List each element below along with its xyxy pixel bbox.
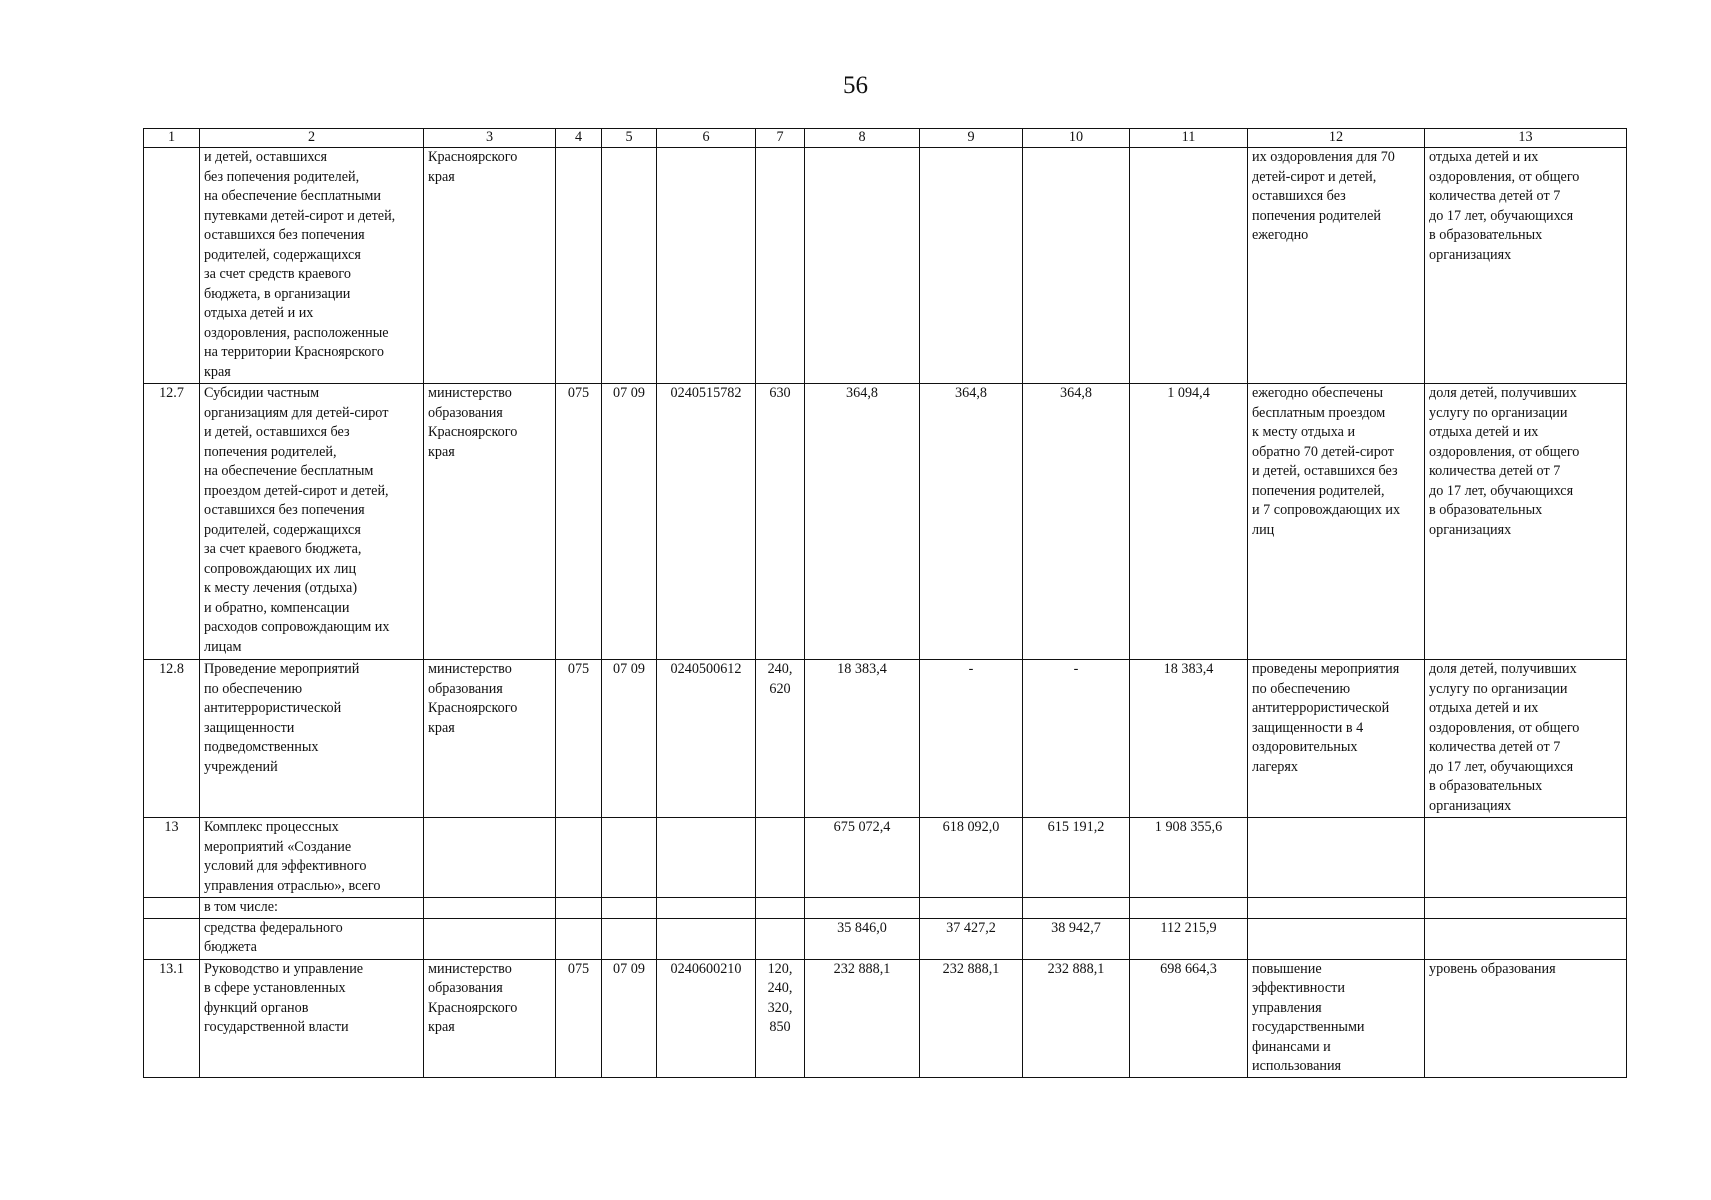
cell-csr bbox=[657, 818, 756, 898]
cell-grbs: 075 bbox=[556, 384, 602, 660]
cell-description: Комплекс процессных мероприятий «Создание условий для эффективного управления отраслью», всего bbox=[200, 818, 424, 898]
cell-total: 18 383,4 bbox=[1130, 660, 1248, 818]
cell-rzpr bbox=[602, 898, 657, 919]
cell-executor: министерство образования Красноярского края bbox=[424, 384, 556, 660]
cell-description: средства федерального бюджета bbox=[200, 918, 424, 959]
cell-year-3: 38 942,7 bbox=[1023, 918, 1130, 959]
cell-description: и детей, оставшихся без попечения родителей, на обеспечение бесплатными путевками детей-сирот и детей, оставшихся без попечения родителей, содержащихся за счет средств краевого бюджета, в организации отдыха детей и их оздоровления, расположенные на территории Красноярского края bbox=[200, 148, 424, 384]
cell-vr bbox=[756, 818, 805, 898]
cell-rzpr bbox=[602, 918, 657, 959]
cell-grbs bbox=[556, 918, 602, 959]
cell-csr: 0240500612 bbox=[657, 660, 756, 818]
header-cell: 8 bbox=[805, 129, 920, 148]
header-cell: 2 bbox=[200, 129, 424, 148]
cell-csr: 0240515782 bbox=[657, 384, 756, 660]
cell-result: ежегодно обеспечены бесплатным проездом к месту отдыха и обратно 70 детей-сирот и детей, оставшихся без попечения родителей, и 7 сопровождающих их лиц bbox=[1248, 384, 1425, 660]
cell-year-1: 18 383,4 bbox=[805, 660, 920, 818]
cell-vr: 120, 240, 320, 850 bbox=[756, 959, 805, 1077]
table-row-including bbox=[144, 898, 1627, 919]
table-row-continuation bbox=[144, 148, 1627, 384]
cell-csr bbox=[657, 148, 756, 384]
cell-result: проведены мероприятия по обеспечению антитеррористической защищенности в 4 оздоровительных лагерях bbox=[1248, 660, 1425, 818]
cell-executor bbox=[424, 918, 556, 959]
cell-csr: 0240600210 bbox=[657, 959, 756, 1077]
cell-vr bbox=[756, 148, 805, 384]
budget-table bbox=[143, 128, 1627, 1078]
header-cell: 12 bbox=[1248, 129, 1425, 148]
cell-vr bbox=[756, 898, 805, 919]
page-number: 56 bbox=[843, 72, 868, 99]
cell-total: 1 908 355,6 bbox=[1130, 818, 1248, 898]
header-row bbox=[144, 129, 1627, 148]
cell-vr: 630 bbox=[756, 384, 805, 660]
cell-executor: министерство образования Красноярского края bbox=[424, 660, 556, 818]
header-cell: 11 bbox=[1130, 129, 1248, 148]
header-cell: 9 bbox=[920, 129, 1023, 148]
header-cell: 1 bbox=[144, 129, 200, 148]
table-row-13 bbox=[144, 818, 1627, 898]
cell-year-2: - bbox=[920, 660, 1023, 818]
cell-vr: 240, 620 bbox=[756, 660, 805, 818]
table-row-12-7 bbox=[144, 384, 1627, 660]
header-cell: 10 bbox=[1023, 129, 1130, 148]
cell-csr bbox=[657, 918, 756, 959]
cell-total bbox=[1130, 898, 1248, 919]
cell-number bbox=[144, 148, 200, 384]
cell-rzpr bbox=[602, 818, 657, 898]
cell-year-3: - bbox=[1023, 660, 1130, 818]
cell-executor: Красноярского края bbox=[424, 148, 556, 384]
header-cell: 6 bbox=[657, 129, 756, 148]
cell-rzpr: 07 09 bbox=[602, 660, 657, 818]
cell-year-3 bbox=[1023, 898, 1130, 919]
cell-year-3: 232 888,1 bbox=[1023, 959, 1130, 1077]
cell-executor: министерство образования Красноярского края bbox=[424, 959, 556, 1077]
cell-year-1: 232 888,1 bbox=[805, 959, 920, 1077]
cell-total: 698 664,3 bbox=[1130, 959, 1248, 1077]
cell-year-3 bbox=[1023, 148, 1130, 384]
cell-result: повышение эффективности управления государственными финансами и использования bbox=[1248, 959, 1425, 1077]
cell-indicator bbox=[1425, 818, 1627, 898]
cell-total: 112 215,9 bbox=[1130, 918, 1248, 959]
cell-year-1: 675 072,4 bbox=[805, 818, 920, 898]
cell-year-2 bbox=[920, 148, 1023, 384]
cell-result bbox=[1248, 898, 1425, 919]
cell-result bbox=[1248, 918, 1425, 959]
cell-executor bbox=[424, 818, 556, 898]
cell-number bbox=[144, 918, 200, 959]
cell-rzpr bbox=[602, 148, 657, 384]
cell-year-1: 35 846,0 bbox=[805, 918, 920, 959]
cell-rzpr: 07 09 bbox=[602, 959, 657, 1077]
cell-year-1 bbox=[805, 898, 920, 919]
header-cell: 7 bbox=[756, 129, 805, 148]
cell-year-2 bbox=[920, 898, 1023, 919]
cell-executor bbox=[424, 898, 556, 919]
cell-indicator: уровень образования bbox=[1425, 959, 1627, 1077]
cell-description: Проведение мероприятий по обеспечению антитеррористической защищенности подведомственных учреждений bbox=[200, 660, 424, 818]
cell-grbs: 075 bbox=[556, 660, 602, 818]
cell-total bbox=[1130, 148, 1248, 384]
cell-number: 13.1 bbox=[144, 959, 200, 1077]
cell-total: 1 094,4 bbox=[1130, 384, 1248, 660]
cell-year-3: 615 191,2 bbox=[1023, 818, 1130, 898]
cell-number: 13 bbox=[144, 818, 200, 898]
table-row-13-1 bbox=[144, 959, 1627, 1077]
header-cell: 3 bbox=[424, 129, 556, 148]
table-row-12-8 bbox=[144, 660, 1627, 818]
cell-year-2: 618 092,0 bbox=[920, 818, 1023, 898]
cell-number bbox=[144, 898, 200, 919]
table-row-federal bbox=[144, 918, 1627, 959]
cell-grbs bbox=[556, 148, 602, 384]
cell-description: в том числе: bbox=[200, 898, 424, 919]
cell-number: 12.8 bbox=[144, 660, 200, 818]
cell-indicator bbox=[1425, 898, 1627, 919]
cell-csr bbox=[657, 898, 756, 919]
header-cell: 5 bbox=[602, 129, 657, 148]
cell-year-3: 364,8 bbox=[1023, 384, 1130, 660]
cell-year-1 bbox=[805, 148, 920, 384]
cell-grbs: 075 bbox=[556, 959, 602, 1077]
cell-description: Субсидии частным организациям для детей-сирот и детей, оставшихся без попечения родителей, на обеспечение бесплатным проездом детей-сирот и детей, оставшихся без попечения родителей, содержащихся за счет краевого бюджета, сопровождающих их лиц к месту лечения (отдыха) и обратно, компенсации расходов сопровождающим их лицам bbox=[200, 384, 424, 660]
cell-result bbox=[1248, 818, 1425, 898]
cell-vr bbox=[756, 918, 805, 959]
cell-rzpr: 07 09 bbox=[602, 384, 657, 660]
cell-year-2: 364,8 bbox=[920, 384, 1023, 660]
cell-indicator: доля детей, получивших услугу по организации отдыха детей и их оздоровления, от общего количества детей от 7 до 17 лет, обучающихся в образовательных организациях bbox=[1425, 660, 1627, 818]
header-cell: 13 bbox=[1425, 129, 1627, 148]
cell-indicator: отдыха детей и их оздоровления, от общего количества детей от 7 до 17 лет, обучающихся в образовательных организациях bbox=[1425, 148, 1627, 384]
cell-description: Руководство и управление в сфере установленных функций органов государственной власти bbox=[200, 959, 424, 1077]
cell-grbs bbox=[556, 898, 602, 919]
cell-indicator: доля детей, получивших услугу по организации отдыха детей и их оздоровления, от общего количества детей от 7 до 17 лет, обучающихся в образовательных организациях bbox=[1425, 384, 1627, 660]
cell-number: 12.7 bbox=[144, 384, 200, 660]
header-cell: 4 bbox=[556, 129, 602, 148]
cell-indicator bbox=[1425, 918, 1627, 959]
cell-grbs bbox=[556, 818, 602, 898]
cell-year-1: 364,8 bbox=[805, 384, 920, 660]
cell-year-2: 232 888,1 bbox=[920, 959, 1023, 1077]
cell-result: их оздоровления для 70 детей-сирот и детей, оставшихся без попечения родителей ежегодно bbox=[1248, 148, 1425, 384]
cell-year-2: 37 427,2 bbox=[920, 918, 1023, 959]
